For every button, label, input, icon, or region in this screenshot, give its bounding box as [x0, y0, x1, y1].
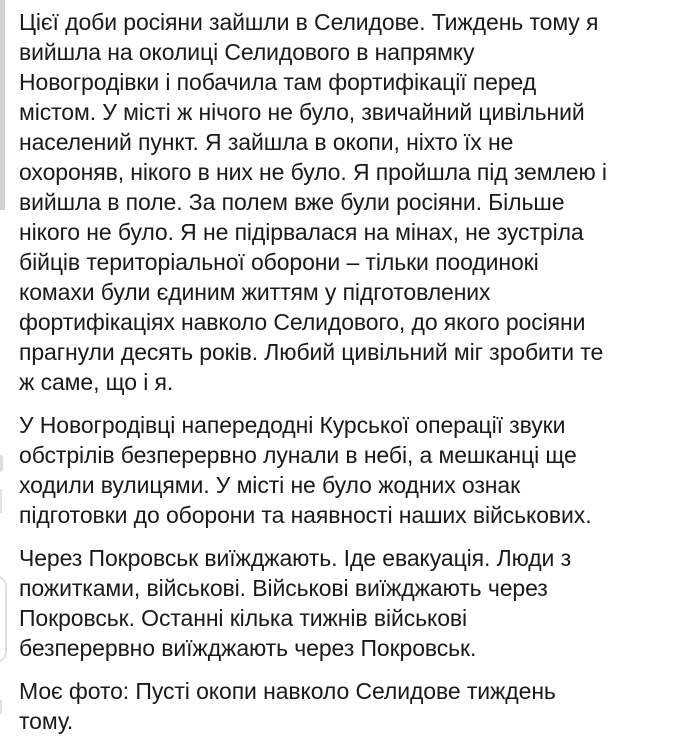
text-line: Цієї доби росіяни зайшли в Селидове. Тиждень тому я — [19, 9, 599, 35]
left-edge-sliver — [0, 489, 2, 513]
left-edge-sliver — [0, 455, 3, 472]
text-line: підготовки до оборони та наявності наших військових. — [19, 502, 592, 528]
post-text — [19, 7, 674, 738]
left-edge-underlay — [0, 0, 8, 738]
text-line: прагнули десять років. Любий цивільний міг зробити те — [19, 339, 604, 365]
text-line: Через Покровськ виїжджають. Іде евакуація. Люди з — [19, 545, 572, 571]
post-paragraph — [19, 7, 674, 397]
text-line: населений пункт. Я зайшла в окопи, ніхто їх не — [19, 129, 514, 155]
text-line: тому. — [19, 708, 74, 734]
text-line: Новогродівки і побачила там фортифікації перед — [19, 69, 537, 95]
text-line: Покровськ. Останні кілька тижнів військові — [19, 605, 468, 631]
text-line: містом. У місті ж нічого не було, звичайний цивільний — [19, 99, 585, 125]
left-edge-rounded-corner — [0, 575, 7, 663]
left-edge-strip — [0, 0, 5, 210]
post-paragraph — [19, 676, 674, 736]
text-line: вийшла в поле. За полем вже були росіяни. Більше — [19, 189, 565, 215]
text-line: У Новогродівці напередодні Курської операції звуки — [19, 412, 566, 438]
post-paragraph — [19, 543, 674, 663]
text-line: нікого не було. Я не підірвалася на мінах, не зустріла — [19, 219, 584, 245]
text-line: безперервно виїжджають через Покровськ. — [19, 635, 477, 661]
text-line: бійців територіальної оборони – тільки поодинокі — [19, 249, 539, 275]
text-line: обстрілів безперервно лунали в небі, а мешканці ще — [19, 442, 577, 468]
text-line: комахи були єдиним життям у підготовлених — [19, 279, 491, 305]
text-line: вийшла на околиці Селидового в напрямку — [19, 39, 475, 65]
left-edge-sliver — [0, 700, 2, 714]
text-line: ж саме, що і я. — [19, 369, 174, 395]
text-line: фортифікаціях навколо Селидового, до якого росіяни — [19, 309, 586, 335]
text-line: Моє фото: Пусті окопи навколо Селидове тиждень — [19, 678, 556, 704]
post-paragraph — [19, 410, 674, 530]
text-line: пожитками, військові. Військові виїжджають через — [19, 575, 548, 601]
text-line: охороняв, нікого в них не було. Я пройшла під землею і — [19, 159, 607, 185]
text-line: ходили вулицями. У місті не було жодних ознак — [19, 472, 521, 498]
